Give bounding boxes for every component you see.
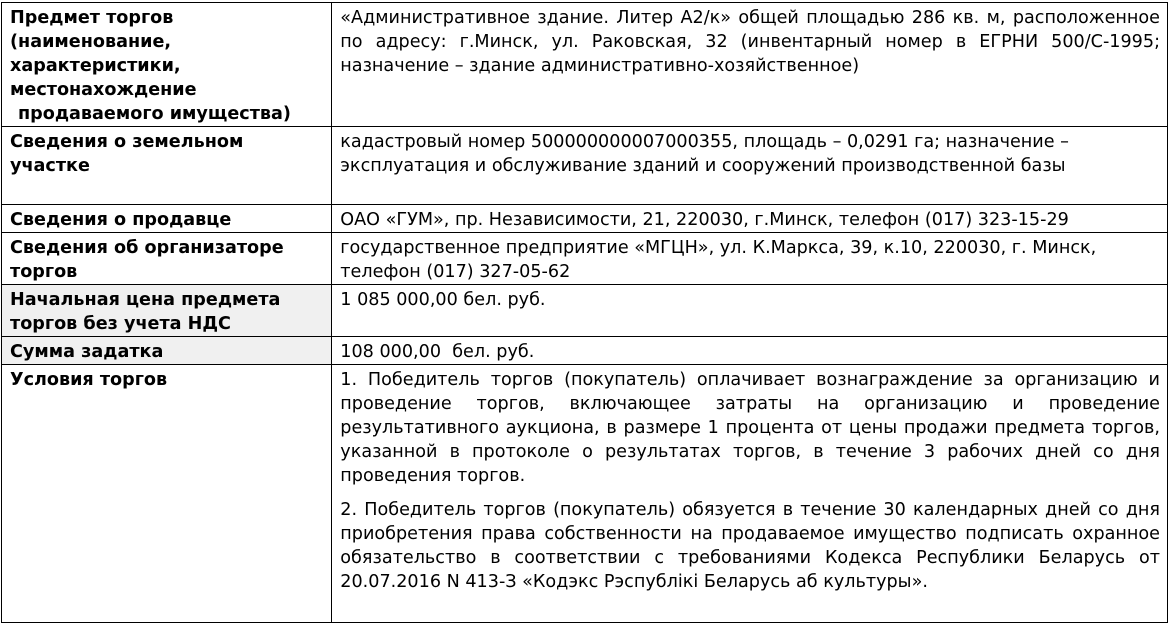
row-label: Условия торгов [2, 365, 332, 623]
row-label: Начальная цена предмета торгов без учета НДС [2, 285, 332, 337]
value-text: 1 085 000,00 бел. руб. [340, 290, 546, 310]
value-text: ОАО «ГУМ», пр. Независимости, 21, 220030, г.Минск, телефон (017) 323-15-29 [340, 210, 1069, 230]
row-label: Сведения о земельном участке [2, 127, 332, 205]
row-seller [2, 205, 1168, 233]
row-deposit [2, 337, 1168, 365]
row-value [332, 365, 1168, 623]
row-value [332, 337, 1168, 365]
label-line: Предмет торгов [10, 8, 174, 28]
row-label: Сведения об организаторе торгов [2, 233, 332, 285]
row-value [332, 205, 1168, 233]
row-value [332, 285, 1168, 337]
row-label: Сведения о продавце [2, 205, 332, 233]
row-land-plot [2, 127, 1168, 205]
row-subject [2, 3, 1168, 127]
auction-details-table [1, 2, 1168, 623]
row-value [332, 233, 1168, 285]
row-value [332, 127, 1168, 205]
value-text: кадастровый номер 500000000007000355, площадь – 0,0291 га; назначение – эксплуатация и обслуживание зданий и сооружений производственной базы [340, 132, 1069, 176]
label-line: местонахождение [10, 80, 197, 100]
condition-paragraph: 2. Победитель торгов (покупатель) обязуется в течение 30 календарных дней со дня приобретения права собственности на продаваемое имущество подписать охранное обязательство в соответствии с требованиями Кодекса Республики Беларусь от 20.07.2016 N 413-З «Кодэкс Рэспублікі Беларусь аб культуры». [340, 500, 1160, 592]
label-line: продаваемого имущества) [18, 104, 291, 124]
row-organizer [2, 233, 1168, 285]
row-value [332, 3, 1168, 127]
row-label [2, 3, 332, 127]
row-conditions [2, 365, 1168, 623]
row-starting-price [2, 285, 1168, 337]
label-line: (наименование, [10, 32, 172, 52]
label-line: характеристики, [10, 56, 181, 76]
condition-paragraph: 1. Победитель торгов (покупатель) оплачивает вознаграждение за организацию и проведение торгов, включающее затраты на организацию и проведение результативного аукциона, в размере 1 процента от цены продажи предмета торгов, указанной в протоколе о результатах торгов, в течение 3 рабочих дней со дня проведения торгов. [340, 370, 1160, 486]
value-text: «Административное здание. Литер А2/к» общей площадью 286 кв. м, расположенное по адресу: г.Минск, ул. Раковская, 32 (инвентарный номер в ЕГРНИ 500/С-1995; назначение – здание административно-хозяйственное) [340, 8, 1160, 76]
row-label: Сумма задатка [2, 337, 332, 365]
value-text: 108 000,00 бел. руб. [340, 342, 535, 362]
value-text: государственное предприятие «МГЦН», ул. К.Маркса, 39, к.10, 220030, г. Минск, телефон (017) 327-05-62 [340, 238, 1097, 282]
